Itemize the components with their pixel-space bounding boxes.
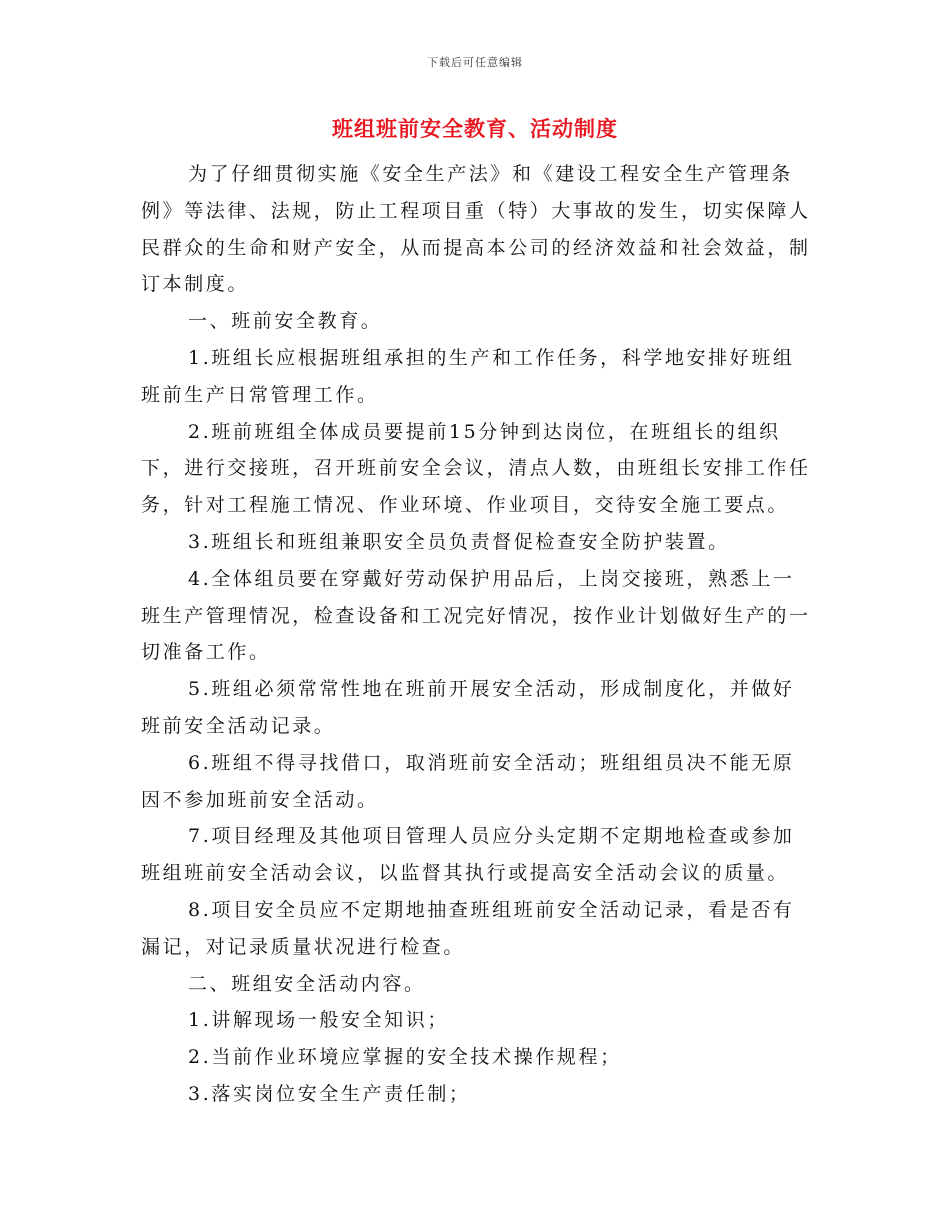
list-item: 3.落实岗位安全生产责任制； (188, 1082, 471, 1105)
document-title: 班组班前安全教育、活动制度 (332, 116, 618, 141)
list-item: 3.班组长和班组兼职安全员负责督促检查安全防护装置。 (188, 530, 730, 553)
section-heading-1: 一、班前安全教育。 (188, 310, 383, 333)
header-note: 下载后可任意编辑 (427, 56, 523, 69)
list-item: 1.班组长应根据班组承担的生产和工作任务，科学地安排好班组班前生产日常管理工作。 (141, 346, 795, 406)
list-item: 2.当前作业环境应掌握的安全技术操作规程； (188, 1046, 622, 1069)
list-item: 7.项目经理及其他项目管理人员应分头定期不定期地检查或参加班组班前安全活动会议，以监督其执行或提高安全活动会议的质量。 (141, 825, 795, 885)
section-heading-2: 二、班组安全活动内容。 (188, 972, 426, 995)
list-item: 2.班前班组全体成员要提前15分钟到达岗位，在班组长的组织下，进行交接班，召开班前安全会议，清点人数，由班组长安排工作任务，针对工程施工情况、作业环境、作业项目，交待安全施工要点。 (141, 420, 811, 517)
list-item: 6.班组不得寻找借口，取消班前安全活动；班组组员决不能无原因不参加班前安全活动。 (141, 751, 795, 811)
intro-paragraph: 为了仔细贯彻实施《安全生产法》和《建设工程安全生产管理条例》等法律、法规，防止工程项目重（特）大事故的发生，切实保障人民群众的生命和财产安全，从而提高本公司的经济效益和社会效益，制订本制度。 (141, 163, 811, 296)
list-item: 1.讲解现场一般安全知识； (188, 1009, 449, 1032)
list-item: 4.全体组员要在穿戴好劳动保护用品后，上岗交接班，熟悉上一班生产管理情况，检查设备和工况完好情况，按作业计划做好生产的一切准备工作。 (141, 567, 811, 664)
list-item: 5.班组必须常常性地在班前开展安全活动，形成制度化，并做好班前安全活动记录。 (141, 678, 795, 737)
list-item: 8.项目安全员应不定期地抽查班组班前安全活动记录，看是否有漏记，对记录质量状况进行检查。 (141, 898, 795, 958)
document-body (141, 156, 811, 1113)
